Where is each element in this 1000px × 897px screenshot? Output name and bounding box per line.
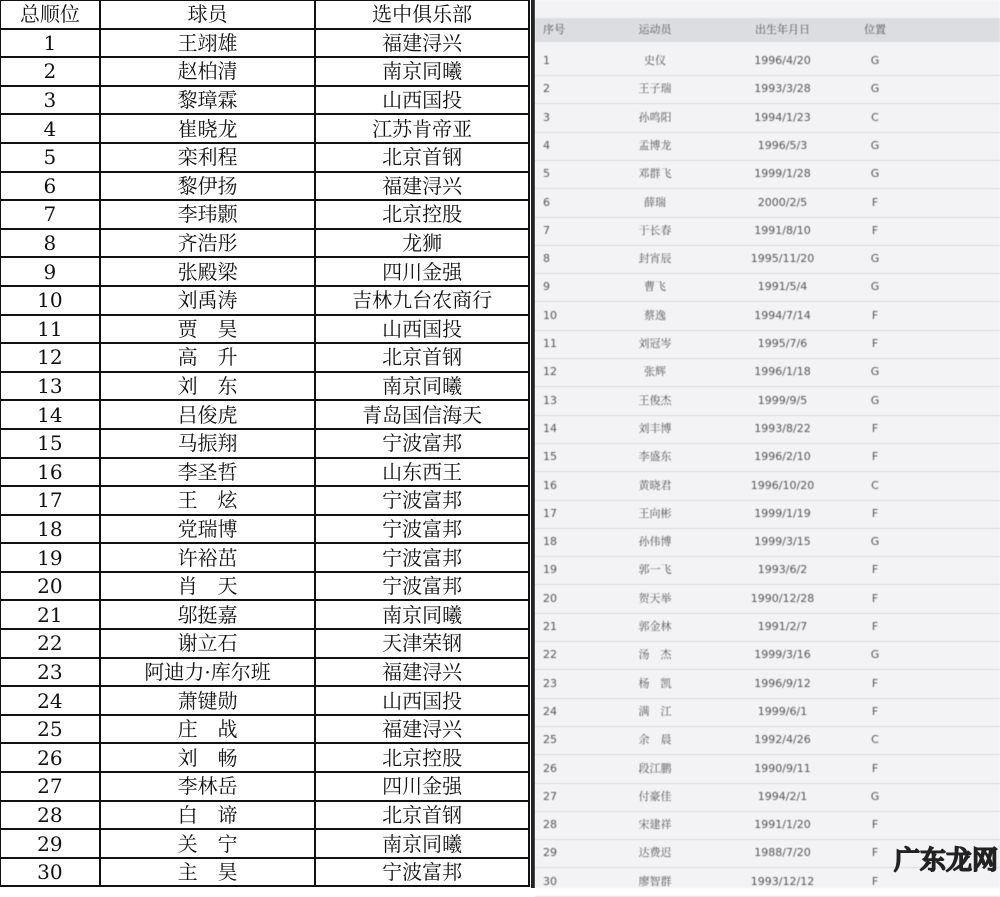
club-cell: 宁波富邦 (315, 515, 529, 544)
pick-cell: 1 (0, 29, 100, 58)
pick-cell: 2 (0, 57, 100, 86)
table-row (0, 343, 529, 372)
position-cell: C (871, 478, 879, 492)
index-cell: 2 (543, 82, 550, 96)
table-row (0, 515, 529, 544)
table-row (535, 245, 1000, 274)
position-cell: F (871, 874, 879, 888)
birthdate-cell: 1996/4/20 (754, 54, 811, 67)
table-row (535, 189, 1000, 218)
birthdate-cell: 1991/1/20 (754, 818, 811, 832)
player-cell: 贺天举 (638, 591, 672, 605)
player-cell: 宋建祥 (638, 818, 672, 832)
table-row (0, 200, 529, 229)
pick-cell: 13 (0, 372, 100, 401)
index-cell: 8 (543, 252, 550, 266)
index-cell: 25 (543, 733, 557, 747)
birthdate-cell: 1993/3/28 (754, 82, 811, 96)
table-row (535, 528, 1000, 557)
birthdate-cell: 1993/8/22 (754, 421, 811, 435)
table-row (0, 829, 529, 858)
table-row (535, 641, 1000, 670)
pick-cell: 21 (0, 600, 100, 629)
player-cell: 段江鹏 (638, 761, 672, 775)
table-row (0, 257, 529, 286)
club-cell: 青岛国信海天 (315, 400, 529, 429)
player-cell: 邓群飞 (638, 167, 672, 181)
pick-cell: 14 (0, 400, 100, 429)
index-cell: 23 (543, 676, 557, 690)
position-cell: F (871, 620, 879, 633)
position-cell: F (871, 337, 879, 350)
player-cell: 阿迪力·库尔班 (100, 658, 316, 687)
club-cell: 北京控股 (315, 200, 529, 229)
pick-cell: 4 (0, 114, 100, 143)
table-row (535, 613, 1000, 642)
player-cell: 萧键勋 (100, 686, 316, 715)
club-cell: 北京首钢 (315, 143, 529, 172)
birthdate-cell: 1996/9/12 (754, 676, 811, 690)
birthdate-cell: 1996/1/18 (754, 365, 811, 379)
index-cell: 27 (543, 789, 557, 803)
birthdate-cell: 1991/5/4 (757, 280, 808, 294)
club-cell: 宁波富邦 (315, 858, 529, 887)
club-cell: 北京控股 (315, 743, 529, 772)
position-cell: G (870, 393, 880, 407)
birthdate-cell: 1996/5/3 (757, 138, 808, 152)
club-cell: 南京同曦 (315, 57, 529, 86)
roster-table (535, 0, 1000, 888)
position-cell: G (870, 648, 880, 662)
player-cell: 黄晓君 (638, 478, 672, 492)
table-row (535, 556, 1000, 585)
player-cell: 王子瑞 (638, 82, 672, 96)
player-cell: 王 炫 (100, 486, 316, 515)
table-row (535, 358, 1000, 387)
table-row (535, 104, 1000, 133)
index-cell: 21 (543, 620, 557, 633)
player-cell: 高 升 (100, 343, 316, 372)
birthdate-cell: 1988/7/20 (754, 846, 811, 860)
player-cell: 关 宁 (100, 829, 316, 858)
pick-cell: 12 (0, 343, 100, 372)
position-cell: G (870, 252, 880, 266)
roster-header-row (535, 18, 1000, 42)
club-cell: 四川金强 (315, 772, 529, 801)
table-row (0, 572, 529, 601)
table-row (535, 726, 1000, 755)
birthdate-cell: 1994/2/1 (757, 789, 808, 803)
position-cell: G (870, 138, 880, 152)
table-row (0, 801, 529, 830)
player-cell: 汤 杰 (638, 648, 672, 662)
club-cell: 山西国投 (315, 315, 529, 344)
table-row (535, 698, 1000, 727)
player-cell: 主 昊 (100, 858, 316, 887)
table-row (0, 143, 529, 172)
index-cell: 24 (543, 704, 557, 718)
pick-cell: 20 (0, 572, 100, 601)
index-cell: 1 (543, 54, 550, 67)
player-cell: 党瑞博 (100, 515, 316, 544)
player-cell: 郭金林 (638, 620, 672, 633)
club-cell: 宁波富邦 (315, 543, 529, 572)
player-cell: 孟博龙 (638, 138, 672, 152)
table-row (0, 600, 529, 629)
player-cell: 邬挺嘉 (100, 600, 316, 629)
table-row (535, 302, 1000, 331)
position-cell: G (870, 365, 880, 379)
table-row (535, 585, 1000, 614)
table-row (0, 658, 529, 687)
birthdate-cell: 1999/3/15 (754, 535, 811, 549)
pick-cell: 17 (0, 486, 100, 515)
table-row (0, 286, 529, 315)
player-cell: 刘 畅 (100, 743, 316, 772)
position-cell: F (871, 591, 879, 605)
player-cell: 孙鸣阳 (638, 110, 672, 124)
table-row (0, 172, 529, 201)
player-cell: 王向彬 (638, 506, 672, 520)
index-cell: 18 (543, 535, 557, 549)
player-cell: 崔晓龙 (100, 114, 316, 143)
table-row (0, 372, 529, 401)
table-row (0, 400, 529, 429)
index-cell: 4 (543, 138, 550, 152)
birthdate-cell: 1990/12/28 (750, 591, 815, 605)
index-cell: 22 (543, 648, 557, 662)
player-cell: 满 江 (638, 704, 672, 718)
index-cell: 30 (543, 874, 557, 888)
index-cell: 19 (543, 563, 557, 577)
pick-cell: 23 (0, 658, 100, 687)
index-cell: 3 (543, 110, 550, 124)
position-cell: G (870, 167, 880, 181)
birthdate-cell: 1999/1/28 (754, 167, 811, 181)
club-cell: 南京同曦 (315, 372, 529, 401)
table-row (0, 315, 529, 344)
table-row (0, 486, 529, 515)
player-cell: 栾利程 (100, 143, 316, 172)
player-cell: 许裕茁 (100, 543, 316, 572)
club-cell: 江苏肯帝亚 (315, 114, 529, 143)
player-cell: 杨 凯 (638, 676, 672, 690)
birthdate-cell: 2000/2/5 (757, 195, 808, 209)
club-cell: 四川金强 (315, 257, 529, 286)
player-cell: 达费迟 (638, 846, 672, 860)
player-cell: 李盛东 (638, 450, 672, 464)
club-cell: 福建浔兴 (315, 172, 529, 201)
player-cell: 张辉 (644, 365, 666, 379)
index-cell: 9 (543, 280, 550, 294)
position-cell: F (871, 421, 879, 435)
club-cell: 福建浔兴 (315, 658, 529, 687)
club-cell: 北京首钢 (315, 343, 529, 372)
player-cell: 齐浩彤 (100, 229, 316, 258)
player-cell: 王翊雄 (100, 29, 316, 58)
player-cell: 郭一飞 (638, 563, 672, 577)
index-cell: 11 (543, 337, 557, 350)
position-cell: G (870, 280, 880, 294)
index-cell: 17 (543, 506, 557, 520)
position-cell: C (871, 110, 879, 124)
position-cell: G (870, 535, 880, 549)
position-cell: F (871, 846, 879, 860)
table-row (0, 29, 529, 58)
index-cell: 10 (543, 308, 557, 322)
position-cell: G (870, 789, 880, 803)
birthdate-cell: 1999/9/5 (757, 393, 808, 407)
table-row (535, 273, 1000, 302)
watermark: 广东龙网 (893, 846, 998, 876)
table-row (535, 415, 1000, 444)
birthdate-cell: 1994/7/14 (754, 308, 811, 322)
player-cell: 廖智群 (638, 874, 672, 888)
table-row (0, 429, 529, 458)
index-cell: 20 (543, 591, 557, 605)
player-cell: 于长春 (638, 223, 672, 237)
player-cell: 马振翔 (100, 429, 316, 458)
table-row (535, 75, 1000, 104)
birthdate-cell: 1995/7/6 (757, 337, 808, 350)
index-cell: 28 (543, 818, 557, 832)
table-row (0, 229, 529, 258)
club-cell: 宁波富邦 (315, 429, 529, 458)
player-cell: 余 晨 (638, 733, 672, 747)
header-player: 运动员 (638, 23, 672, 36)
index-cell: 12 (543, 365, 557, 379)
club-cell: 福建浔兴 (315, 715, 529, 744)
table-row (535, 811, 1000, 840)
table-row (0, 86, 529, 115)
player-cell: 张殿梁 (100, 257, 316, 286)
pick-cell: 10 (0, 286, 100, 315)
position-cell: F (871, 308, 879, 322)
club-cell: 北京首钢 (315, 801, 529, 830)
player-cell: 王俊杰 (638, 393, 672, 407)
position-cell: F (871, 676, 879, 690)
position-cell: F (871, 563, 879, 577)
table-row (535, 500, 1000, 529)
header-club: 选中俱乐部 (315, 0, 529, 29)
pick-cell: 26 (0, 743, 100, 772)
player-cell: 刘冠岑 (638, 337, 672, 350)
player-cell: 白 谛 (100, 801, 316, 830)
pick-cell: 3 (0, 86, 100, 115)
position-cell: F (871, 450, 879, 464)
header-player: 球员 (100, 0, 316, 29)
club-cell: 龙狮 (315, 229, 529, 258)
club-cell: 天津荣钢 (315, 629, 529, 658)
table-row (535, 443, 1000, 472)
birthdate-cell: 1991/8/10 (754, 223, 811, 237)
player-cell: 刘 东 (100, 372, 316, 401)
table-row (0, 57, 529, 86)
pick-cell: 8 (0, 229, 100, 258)
player-cell: 肖 天 (100, 572, 316, 601)
club-cell: 福建浔兴 (315, 29, 529, 58)
table-row (0, 743, 529, 772)
index-cell: 7 (543, 223, 550, 237)
birthdate-cell: 1991/2/7 (757, 620, 808, 633)
position-cell: F (871, 818, 879, 832)
index-cell: 6 (543, 195, 550, 209)
table-row (535, 783, 1000, 812)
player-cell: 赵柏清 (100, 57, 316, 86)
pick-cell: 25 (0, 715, 100, 744)
pick-cell: 15 (0, 429, 100, 458)
club-cell: 吉林九台农商行 (315, 286, 529, 315)
table-row (0, 629, 529, 658)
position-cell: C (871, 733, 879, 747)
club-cell: 山东西王 (315, 458, 529, 487)
table-row (535, 755, 1000, 784)
birthdate-cell: 1999/3/16 (754, 648, 811, 662)
pick-cell: 6 (0, 172, 100, 201)
pick-cell: 5 (0, 143, 100, 172)
player-cell: 李圣哲 (100, 458, 316, 487)
birthdate-cell: 1994/1/23 (754, 110, 811, 124)
pick-cell: 24 (0, 686, 100, 715)
table-row (0, 543, 529, 572)
pick-cell: 29 (0, 829, 100, 858)
pick-cell: 28 (0, 801, 100, 830)
player-cell: 谢立石 (100, 629, 316, 658)
index-cell: 5 (543, 167, 550, 181)
table-row (535, 330, 1000, 359)
table-row (535, 132, 1000, 161)
index-cell: 26 (543, 761, 557, 775)
birthdate-cell: 1992/4/26 (754, 733, 811, 747)
table-row (535, 217, 1000, 246)
player-cell: 孙伟博 (638, 535, 672, 549)
table-row (0, 772, 529, 801)
pick-cell: 11 (0, 315, 100, 344)
table-row (535, 387, 1000, 416)
club-cell: 宁波富邦 (315, 572, 529, 601)
player-cell: 薛瑞 (644, 195, 666, 209)
pick-cell: 22 (0, 629, 100, 658)
pick-cell: 30 (0, 858, 100, 887)
birthdate-cell: 1996/10/20 (750, 478, 815, 492)
player-cell: 曹飞 (644, 280, 666, 294)
birthdate-cell: 1993/6/2 (757, 563, 808, 577)
pick-cell: 27 (0, 772, 100, 801)
table-row (535, 472, 1000, 501)
position-cell: G (870, 82, 880, 96)
birthdate-cell: 1999/1/19 (754, 506, 811, 520)
birthdate-cell: 1990/9/11 (754, 761, 811, 775)
header-row (0, 0, 529, 29)
birthdate-cell: 1996/2/10 (754, 450, 811, 464)
player-cell: 刘丰博 (638, 421, 672, 435)
player-cell: 李林岳 (100, 772, 316, 801)
club-cell: 宁波富邦 (315, 486, 529, 515)
club-cell: 山西国投 (315, 86, 529, 115)
club-cell: 山西国投 (315, 686, 529, 715)
position-cell: F (871, 704, 879, 718)
table-row (0, 858, 529, 887)
club-cell: 南京同曦 (315, 600, 529, 629)
header-index: 序号 (543, 23, 565, 36)
player-cell: 庄 战 (100, 715, 316, 744)
pick-cell: 16 (0, 458, 100, 487)
header-draft-pick: 总顺位 (0, 0, 100, 29)
table-row (0, 686, 529, 715)
player-cell: 黎伊扬 (100, 172, 316, 201)
player-cell: 史仪 (644, 54, 666, 67)
table-row (0, 458, 529, 487)
player-cell: 蔡逸 (644, 308, 666, 322)
position-cell: G (870, 54, 880, 67)
header-birthdate: 出生年月日 (755, 23, 810, 36)
table-row (535, 47, 1000, 76)
header-position: 位置 (864, 23, 886, 36)
pick-cell: 7 (0, 200, 100, 229)
position-cell: F (871, 761, 879, 775)
player-cell: 封宵辰 (638, 252, 672, 266)
index-cell: 16 (543, 478, 557, 492)
table-row (535, 670, 1000, 699)
player-cell: 黎璋霖 (100, 86, 316, 115)
pick-cell: 18 (0, 515, 100, 544)
birthdate-cell: 1993/12/12 (750, 874, 815, 888)
pick-cell: 19 (0, 543, 100, 572)
position-cell: F (871, 195, 879, 209)
player-cell: 贾 昊 (100, 315, 316, 344)
player-cell: 吕俊虎 (100, 400, 316, 429)
position-cell: F (871, 506, 879, 520)
position-cell: F (871, 223, 879, 237)
birthdate-cell: 1995/11/20 (750, 252, 815, 266)
club-cell: 南京同曦 (315, 829, 529, 858)
index-cell: 13 (543, 393, 557, 407)
player-cell: 付豪佳 (638, 789, 672, 803)
table-row (535, 160, 1000, 189)
player-cell: 刘禹涛 (100, 286, 316, 315)
index-cell: 14 (543, 421, 557, 435)
table-row (0, 114, 529, 143)
pick-cell: 9 (0, 257, 100, 286)
player-cell: 李玮颢 (100, 200, 316, 229)
table-row (0, 715, 529, 744)
index-cell: 29 (543, 846, 557, 860)
birthdate-cell: 1999/6/1 (757, 704, 808, 718)
index-cell: 15 (543, 450, 557, 464)
